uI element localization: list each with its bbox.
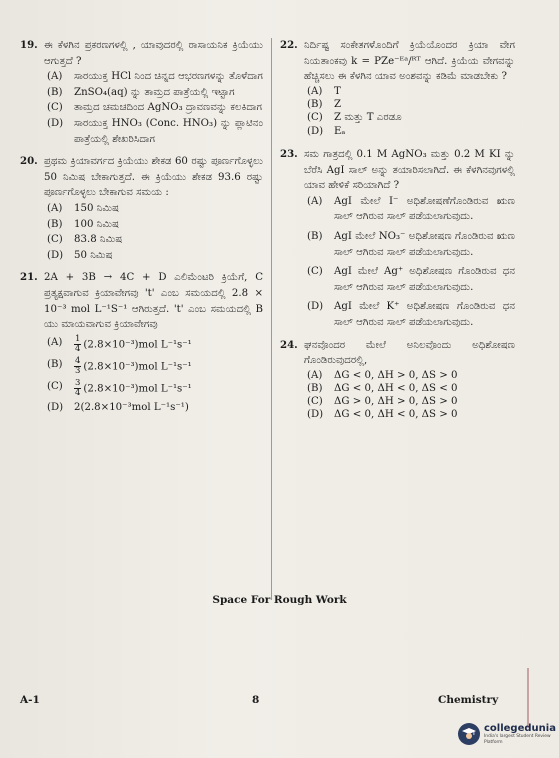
question-text: ಈ ಕೆಳಗಿನ ಪ್ರಕರಣಗಳಲ್ಲಿ , ಯಾವುದರಲ್ಲಿ ರಾಸಾಯನಿಕ ಕ್ರಿಯೆಯು ಆಗುತ್ತದೆ ? xyxy=(44,40,263,67)
option-a: (A) 150 ನಿಮಿಷ xyxy=(47,202,120,214)
option-b: (B) $\frac{4}{3}$ (2.8×10⁻³)mol L⁻¹s⁻¹ xyxy=(47,355,192,376)
fraction: $\frac{1}{4}$ xyxy=(75,333,81,354)
option-a: (A) ಸಾರಯುಕ್ತ HCl ನಿಂದ ಚಿನ್ನದ ಆಭರಣಗಳನ್ನು ತೊಳೆದಾಗ xyxy=(47,71,263,83)
question-21 xyxy=(20,270,263,415)
option-c: (C) AgI ಮೇಲೆ Ag⁺ ಅಧಿಶೋಷಣ ಗೊಂಡಿರುವ ಧನ ಸಾಲ್ ಆಗಿರುವ ಸಾಲ್ ಪಡೆಯಲಾಗುವುದು. xyxy=(307,266,515,293)
question-text: ಸಮ ಗಾತ್ರದಲ್ಲಿ 0.1 M AgNO₃ ಮತ್ತು 0.2 M KI ನ್ನು ಬೆರೆಸಿ AgI ಸಾಲ್ ಅನ್ನು ತಯಾರಿಸಲಾಗಿದೆ. ಈ ಕೆಳಗಿನವುಗಳಲ್ಲಿ ಯಾವ ಹೇಳಿಕೆ ಸರಿಯಾಗಿದೆ ? xyxy=(304,148,515,192)
option-b: (B) AgI ಮೇಲೆ NO₃⁻ ಅಧಿಶೋಷಣ ಗೊಂಡಿರುವ ಋಣ ಸಾಲ್ ಆಗಿರುವ ಸಾಲ್ ಪಡೆಯಲಾಗುವುದು. xyxy=(307,230,515,258)
question-number: 19. xyxy=(20,39,38,51)
option-c: (C) $\frac{3}{4}$ (2.8×10⁻³)mol L⁻¹s⁻¹ xyxy=(47,377,192,398)
right-column xyxy=(280,38,515,429)
option-c: (C) Z ಮತ್ತು T ಎರಡೂ xyxy=(307,112,402,124)
question-text: ಪ್ರಥಮ ಕ್ರಿಯಾವರ್ಗದ ಕ್ರಿಯೆಯು ಶೇಕಡ 60 ರಷ್ಟು ಪೂರ್ಣಗೊಳ್ಳಲು 50 ನಿಮಿಷ ಬೇಕಾಗುತ್ತದೆ. ಈ ಕ್ರಿಯೆಯು ಶೇಕಡ 93.6 ರಷ್ಟು ಪೂರ್ಣಗೊಳ್ಳಲು ಬೇಕಾಗುವ ಸಮಯ : xyxy=(44,156,263,199)
column-divider xyxy=(271,38,272,600)
option-b: (B) ZnSO₄(aq) ನ್ನು ತಾಮ್ರದ ಪಾತ್ರೆಯಲ್ಲಿ ಇಟ್ಟಾಗ xyxy=(47,86,235,98)
option-a: (A) T xyxy=(307,85,341,97)
left-column xyxy=(20,38,263,422)
question-number: 23. xyxy=(280,147,298,160)
question-text: ಘನವೊಂದರ ಮೇಲೆ ಅನಿಲವೊಂದು ಅಧಿಶೋಷಣ ಗೊಂಡಿರುವುದರಲ್ಲಿ, xyxy=(304,339,515,367)
fraction: $\frac{4}{3}$ xyxy=(75,355,81,376)
question-text: 2A + 3B → 4C + D ಎಲಿಮೆಂಟರಿ ಕ್ರಿಯೆಗೆ, C ಪ್ರತ್ಯಕ್ಷವಾಗುವ ಕ್ರಿಯಾವೇಗವು 't' ಎಂಬ ಸಮಯದಲ್ಲಿ 2.8 × 10⁻³ mol L⁻¹S⁻¹ ಆಗಿರುತ್ತದೆ. 't' ಎಂಬ ಸಮಯದಲ್ಲಿ B ಯು ಮಾಯವಾಗುವ ಕ್ರಿಯಾವೇಗವು xyxy=(44,272,263,331)
option-b: (B) ΔG < 0, ΔH < 0, ΔS < 0 xyxy=(307,382,458,394)
brand-tagline: India's largest Student Review Platform xyxy=(484,733,551,745)
paper-code: A-1 xyxy=(20,694,40,706)
collegedunia-watermark xyxy=(458,717,557,751)
option-c: (C) 83.8 ನಿಮಿಷ xyxy=(47,234,123,246)
question-number: 20. xyxy=(20,155,38,168)
option-d: (D) 2(2.8×10⁻³mol L⁻¹s⁻¹) xyxy=(47,401,189,413)
subject-label: Chemistry xyxy=(438,694,499,706)
fraction: $\frac{3}{4}$ xyxy=(75,377,81,398)
question-23 xyxy=(280,147,515,331)
option-d: (D) AgI ಮೇಲೆ K⁺ ಅಧಿಶೋಷಣ ಗೊಂಡಿರುವ ಧನ ಸಾಲ್ ಆಗಿರುವ ಸಾಲ್ ಪಡೆಯಲಾಗುವುದು. xyxy=(307,301,515,328)
question-20 xyxy=(20,154,263,263)
question-19 xyxy=(20,38,263,147)
option-c: (C) ತಾಮ್ರದ ಚಮಚದಿಂದ AgNO₃ ದ್ರಾವಣವನ್ನು ಕಲಕಿದಾಗ xyxy=(47,102,263,114)
question-24 xyxy=(280,338,515,422)
option-d: (D) Eₐ xyxy=(307,126,346,138)
option-d: (D) 50 ನಿಮಿಷ xyxy=(47,249,113,261)
question-22 xyxy=(280,38,515,140)
option-a: (A) AgI ಮೇಲೆ I⁻ ಅಧಿಶೋಷಣೆಗೊಂಡಿರುವ ಋಣ ಸಾಲ್ ಆಗಿರುವ ಸಾಲ್ ಪಡೆಯಲಾಗುವುದು. xyxy=(307,195,515,223)
option-a: (A) ΔG < 0, ΔH > 0, ΔS > 0 xyxy=(307,369,458,381)
rough-work-caption: Space For Rough Work xyxy=(212,594,347,606)
graduate-icon xyxy=(458,723,480,745)
question-number: 21. xyxy=(20,271,38,284)
page-number: 8 xyxy=(252,694,260,706)
brand-name: collegedunia xyxy=(484,722,556,734)
option-d: (D) ಸಾರಯುಕ್ತ HNO₃ (Conc. HNO₃) ನ್ನು ಪ್ಲಾಟಿನಂ ಪಾತ್ರೆಯಲ್ಲಿ ಶೇಖರಿಸಿದಾಗ xyxy=(47,117,263,145)
option-c: (C) ΔG > 0, ΔH > 0, ΔS > 0 xyxy=(307,396,458,408)
option-a: (A) $\frac{1}{4}$ (2.8×10⁻³)mol L⁻¹s⁻¹ xyxy=(47,333,192,354)
question-text: ನಿರ್ದಿಷ್ಟ ಸಂಕೇತಗಳೊಂದಿಗೆ ಕ್ರಿಯೆಯೊಂದರ ಕ್ರಿಯಾ ವೇಗ ನಿಯತಾಂಕವು k = PZe⁻ᴱᵃ/ᴿᵀ ಆಗಿದೆ. ಕ್ರಿಯೆಯ ವೇಗವನ್ನು ಹೆಚ್ಚಿಸಲು ಈ ಕೆಳಗಿನ ಯಾವ ಅಂಶವನ್ನು ಕಡಿಮೆ ಮಾಡಬೇಕು ? xyxy=(304,40,515,83)
option-d: (D) ΔG < 0, ΔH < 0, ΔS > 0 xyxy=(307,409,458,421)
option-b: (B) Z xyxy=(307,98,342,110)
option-b: (B) 100 ನಿಮಿಷ xyxy=(47,218,120,230)
question-number: 24. xyxy=(280,338,298,351)
question-number: 22. xyxy=(280,39,298,51)
